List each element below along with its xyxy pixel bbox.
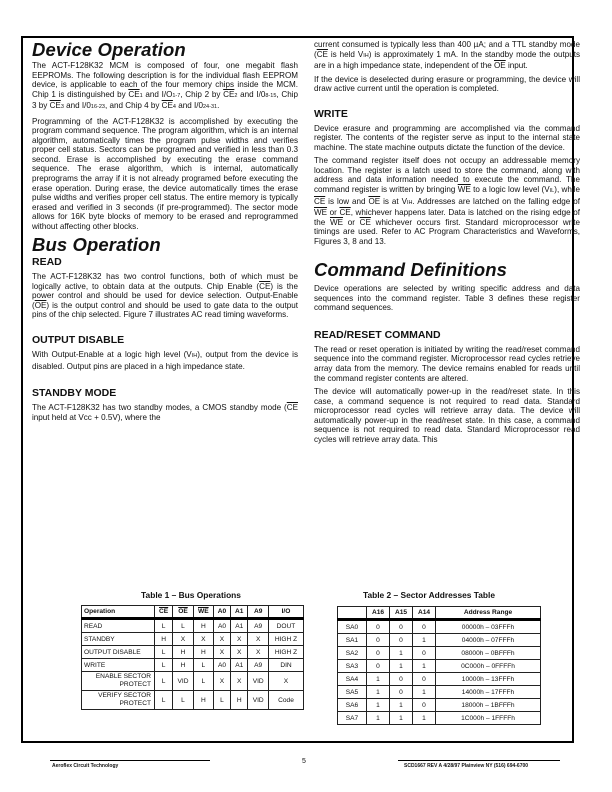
heading-device-operation: Device Operation	[32, 39, 186, 60]
cell: A0	[213, 659, 230, 672]
cell: HIGH Z	[269, 646, 304, 659]
header-oe: $\overline{OE}$	[173, 606, 194, 619]
cell: X	[231, 633, 248, 646]
cell: 04000h – 07FFFh	[436, 634, 541, 647]
cell: SA7	[338, 712, 367, 725]
cell: L	[155, 646, 173, 659]
table-row	[338, 660, 541, 673]
read-reset-paragraph-1: The read or reset operation is initiated by writing the read/reset command sequence into the command register. Microprocessor read cycles retrieve array data from the memory. The device remains enabled for reads until the command register contents are altered.	[314, 344, 580, 383]
standby-continued-paragraph-2: If the device is deselected during erasure or programming, the device will draw active current until the operation is completed.	[314, 74, 580, 94]
cell: L	[155, 659, 173, 672]
table-row	[82, 633, 304, 646]
heading-read-reset-command: READ/RESET COMMAND	[314, 328, 441, 341]
cell: 1	[390, 699, 413, 712]
cell: 0	[413, 620, 436, 634]
table-header-row	[82, 606, 304, 619]
cell: A1	[231, 659, 248, 672]
cell: VID	[248, 691, 269, 710]
cell: 18000h – 1BFFFh	[436, 699, 541, 712]
cell: ENABLE SECTOR PROTECT	[82, 672, 155, 691]
right-column	[314, 40, 580, 448]
cell: 0	[413, 673, 436, 686]
footer-document-info: SCD1667 REV A 4/28/97 Plainview NY (516) 694-6700	[404, 763, 529, 769]
cell: X	[213, 633, 230, 646]
cell: H	[193, 646, 213, 659]
cell: H	[173, 659, 194, 672]
cell: 1	[390, 660, 413, 673]
cell: L	[173, 691, 194, 710]
cell: H	[173, 646, 194, 659]
cell: 1C000h – 1FFFFh	[436, 712, 541, 725]
cell: X	[269, 672, 304, 691]
cell: 1	[413, 634, 436, 647]
cell: H	[231, 691, 248, 710]
cell: OUTPUT DISABLE	[82, 646, 155, 659]
table-row	[338, 647, 541, 660]
cell: 1	[367, 712, 390, 725]
table-row	[82, 619, 304, 633]
bus-operations-table	[81, 605, 304, 710]
sector-addresses-table	[337, 606, 541, 725]
cell: 10000h – 13FFFh	[436, 673, 541, 686]
cell: L	[155, 672, 173, 691]
cell: VID	[248, 672, 269, 691]
header-a9: A9	[248, 606, 269, 619]
cell: 1	[367, 686, 390, 699]
cell: 0	[367, 634, 390, 647]
table-header-row	[338, 607, 541, 620]
table2-title: Table 2 – Sector Addresses Table	[362, 590, 496, 600]
table-row	[82, 646, 304, 659]
cell: DIN	[269, 659, 304, 672]
header-a14: A14	[413, 607, 436, 620]
cell: 0	[413, 647, 436, 660]
cell: 1	[390, 712, 413, 725]
cell: X	[231, 672, 248, 691]
cell: DOUT	[269, 619, 304, 633]
device-operation-paragraph-1: The ACT-F128K32 MCM is composed of four, one megabit flash EEPROMs. The following description is for the individual flash EEPROM device, is applicable to each of the four memory chips inside the MCM. Chip 1 is distinguished by $\overline{CE}1$ and I/O1-7, Chip 2 by $\overline{CE}2$ and I/08-15, Chip 3 by $\overline{CE}3$ and I/016-23, and Chip 4 by $\overline{CE}4$ and I/024-31.	[32, 61, 298, 111]
header-ce: $\overline{CE}$	[155, 606, 173, 619]
write-paragraph-1: Device erasure and programming are accomplished via the command register. The contents of the register serve as input to the internal state machine. The state machine outputs dictate the function of the device.	[314, 123, 580, 152]
heading-read: READ	[32, 256, 62, 269]
cell: L	[155, 691, 173, 710]
cell: A9	[248, 659, 269, 672]
cell: 0	[390, 673, 413, 686]
cell: A0	[213, 619, 230, 633]
cell: 1	[413, 660, 436, 673]
cell: A9	[248, 619, 269, 633]
cell: H	[193, 691, 213, 710]
cell: 1	[367, 673, 390, 686]
cell: STANDBY	[82, 633, 155, 646]
table-row	[82, 672, 304, 691]
table-row	[338, 699, 541, 712]
output-disable-paragraph: With Output-Enable at a logic high level (VIH), output from the device is disabled. Output pins are placed in a high impedance state.	[32, 350, 299, 371]
header-sector	[338, 607, 367, 620]
table-row	[338, 634, 541, 647]
footer-company: Aeroflex Circuit Technology	[52, 763, 119, 769]
heading-output-disable: OUTPUT DISABLE	[32, 334, 125, 347]
heading-write: WRITE	[314, 107, 348, 120]
heading-bus-operation: Bus Operation	[32, 234, 161, 256]
cell: 0	[413, 699, 436, 712]
cell: 08000h – 0BFFFh	[436, 647, 541, 660]
cell: 0	[390, 620, 413, 634]
header-a1: A1	[231, 606, 248, 619]
cell: L	[155, 619, 173, 633]
cell: X	[248, 646, 269, 659]
cell: VERIFY SECTOR PROTECT	[82, 691, 155, 710]
cell: 0	[367, 647, 390, 660]
cell: Code	[269, 691, 304, 710]
cell: X	[231, 646, 248, 659]
cell: A1	[231, 619, 248, 633]
header-a15: A15	[390, 607, 413, 620]
footer-rule-right	[398, 760, 560, 761]
cell: L	[173, 619, 194, 633]
cell: 1	[413, 686, 436, 699]
cell: 0	[367, 620, 390, 634]
cell: 0	[390, 634, 413, 647]
table-row	[338, 620, 541, 634]
cell: WRITE	[82, 659, 155, 672]
cell: SA5	[338, 686, 367, 699]
table-row	[82, 691, 304, 710]
cell: L	[213, 691, 230, 710]
table-row	[338, 686, 541, 699]
cell: X	[213, 672, 230, 691]
cell: SA6	[338, 699, 367, 712]
read-reset-paragraph-2: The device will automatically power-up in the read/reset state. In this case, a command sequence is not required to read data. Standard microprocessor read cycles will retrieve array data. The device will automatically power-up in the read/reset state. In this case, a command sequence is not required to read data. Standard Microprocessor read cycles will retrieve array data. This	[314, 387, 580, 444]
table-row	[82, 659, 304, 672]
table-row	[338, 673, 541, 686]
cell: X	[248, 633, 269, 646]
cell: X	[193, 633, 213, 646]
cell: SA2	[338, 647, 367, 660]
heading-command-definitions: Command Definitions	[314, 259, 508, 281]
cell: X	[213, 646, 230, 659]
standby-continued-paragraph-1: current consumed is typically less than 400 µA; and a TTL standby mode ($\overline{CE}$ is held VIH) is approximately 1 mA. In the standby mode the outputs are in a high impedance state, independent of the $\overline{OE}$ input.	[314, 40, 580, 71]
table-row	[338, 712, 541, 725]
cell: 1	[390, 647, 413, 660]
cell: VID	[173, 672, 194, 691]
cell: SA3	[338, 660, 367, 673]
cell: H	[155, 633, 173, 646]
cell: H	[193, 619, 213, 633]
header-a16: A16	[367, 607, 390, 620]
header-a0: A0	[213, 606, 230, 619]
device-operation-paragraph-2: Programming of the ACT-F128K32 is accomplished by executing the program command sequence. The program algorithm, which is an internal algorithm, automatically times the program pulse widths and verifies proper cell status. Sectors can be programed and verified in less than 0.3 second. Erase is accomplished by executing the erase command sequence. The erase algorithm, which is internal, automatically preprograms the array if it is not already programed before executing the erase operation. During erase, the device automatically times the erase pulse widths and verifies proper cell status. The entire memory is typically erased and verified in 3 seconds (if pre-programmed). The sector mode allows for 16K byte blocks of memory to be erased and reprogrammed without affecting other blocks.	[32, 116, 298, 231]
header-operation: Operation	[82, 606, 155, 619]
cell: L	[193, 659, 213, 672]
left-column	[32, 40, 298, 426]
header-io: I/O	[269, 606, 304, 619]
cell: 1	[367, 699, 390, 712]
cell: 0	[390, 686, 413, 699]
header-we: $\overline{WE}$	[193, 606, 213, 619]
cell: SA1	[338, 634, 367, 647]
command-definitions-paragraph: Device operations are selected by writing specific address and data sequences into the command register. Table 3 defines these register command sequences.	[314, 284, 580, 313]
cell: L	[193, 672, 213, 691]
header-address-range: Address Range	[436, 607, 541, 620]
standby-paragraph: The ACT-F128K32 has two standby modes, a CMOS standby mode ($\overline{CE}$ input held at Vcc + 0.5V), where the	[32, 403, 298, 422]
cell: READ	[82, 619, 155, 633]
cell: 14000h – 17FFFh	[436, 686, 541, 699]
cell: HIGH Z	[269, 633, 304, 646]
page-number: 5	[302, 758, 306, 765]
cell: X	[173, 633, 194, 646]
table1-title: Table 1 – Bus Operations	[141, 590, 241, 600]
cell: 0	[367, 660, 390, 673]
write-paragraph-2: The command register itself does not occupy an addressable memory location. The register is a latch used to store the command, along with address and data information needed to execute the command. The command register is written by bringing $\overline{WE}$ to a logic low level (VIL), while $\overline{CE}$ is low and $\overline{OE}$ is at VIH. Addresses are latched on the falling edge of $\overline{WE}$ or $\overline{CE}$, whichever happens later. Data is latched on the rising edge of the $\overline{WE}$ or $\overline{CE}$ whichever occurs first. Standard microprocessor write timings are used. Refer to AC Program Characteristics and Waveforms, Figures 3, 8 and 13.	[314, 156, 580, 246]
cell: SA4	[338, 673, 367, 686]
cell: SA0	[338, 620, 367, 634]
cell: 00000h – 03FFFh	[436, 620, 541, 634]
heading-standby-mode: STANDBY MODE	[32, 387, 117, 400]
cell: 0C000h – 0FFFFh	[436, 660, 541, 673]
cell: 1	[413, 712, 436, 725]
footer-rule-left	[50, 760, 210, 761]
read-paragraph: The ACT-F128K32 has two control functions, both of which must be logically active, to obtain data at the outputs. Chip Enable $(\overline{CE})$ is the power control and should be used for device selection. Output-Enable $(\overline{OE})$ is the output control and should be used to gate data to the output pins of the chip selected. Figure 7 illustrates AC read timing waveforms.	[32, 272, 298, 320]
